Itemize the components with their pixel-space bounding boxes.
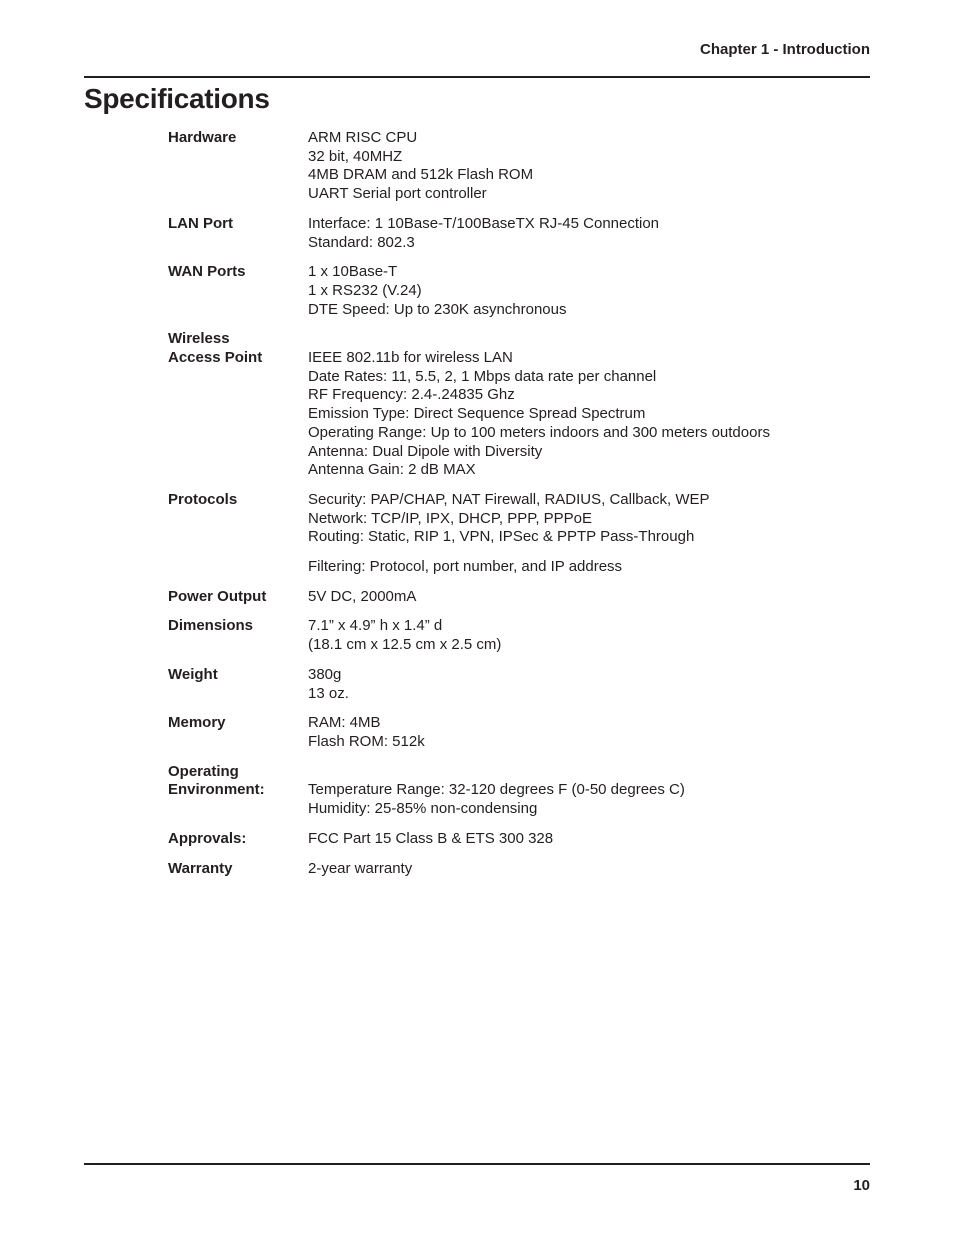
spec-label bbox=[168, 330, 308, 480]
spec-value-line: (18.1 cm x 12.5 cm x 2.5 cm) bbox=[308, 636, 502, 654]
spec-value-line: Flash ROM: 512k bbox=[308, 732, 425, 750]
spec-row bbox=[168, 830, 868, 849]
spec-value-line: Security: PAP/CHAP, NAT Firewall, RADIUS, Callback, WEP bbox=[308, 490, 710, 508]
spec-label-line: Hardware bbox=[168, 129, 237, 146]
spec-label-line: Access Point bbox=[168, 349, 263, 367]
spec-value-line: IEEE 802.11b for wireless LAN bbox=[308, 349, 513, 367]
spec-label bbox=[168, 860, 308, 879]
spec-values bbox=[308, 714, 868, 751]
spec-value-line: 1 x RS232 (V.24) bbox=[308, 281, 422, 299]
spec-label-line: Power Output bbox=[168, 587, 267, 605]
spec-row bbox=[168, 860, 868, 879]
spec-value-line: Routing: Static, RIP 1, VPN, IPSec & PPTP Pass-Through bbox=[308, 528, 695, 546]
spec-row bbox=[168, 263, 868, 319]
spec-values bbox=[308, 860, 868, 879]
spec-row bbox=[168, 617, 868, 654]
spec-value-line: 7.1” x 4.9” h x 1.4” d bbox=[308, 617, 443, 635]
spec-label bbox=[168, 714, 308, 751]
spec-label-line: LAN Port bbox=[168, 214, 233, 232]
spec-value-line bbox=[308, 763, 868, 782]
footer-rule bbox=[84, 1163, 870, 1165]
spec-row bbox=[168, 714, 868, 751]
spec-value-line: Standard: 802.3 bbox=[308, 233, 415, 251]
spec-value-line: Antenna: Dual Dipole with Diversity bbox=[308, 442, 543, 460]
spec-label bbox=[168, 763, 308, 819]
spec-value-line: ARM RISC CPU bbox=[308, 129, 418, 146]
spec-value-line: Temperature Range: 32-120 degrees F (0-50 degrees C) bbox=[308, 781, 685, 799]
header-rule bbox=[84, 76, 870, 78]
spec-value-line: Date Rates: 11, 5.5, 2, 1 Mbps data rate per channel bbox=[308, 367, 657, 385]
spec-row bbox=[168, 491, 868, 577]
spec-row bbox=[168, 588, 868, 607]
spec-values bbox=[308, 763, 868, 819]
spec-values bbox=[308, 330, 868, 480]
spec-values bbox=[308, 491, 868, 577]
spec-value-line: Operating Range: Up to 100 meters indoors and 300 meters outdoors bbox=[308, 423, 770, 441]
spec-label bbox=[168, 491, 308, 577]
spec-value-line: Humidity: 25-85% non-condensing bbox=[308, 800, 538, 818]
spec-label-line: Approvals: bbox=[168, 829, 247, 847]
spec-label-line: Operating bbox=[168, 762, 239, 780]
chapter-header: Chapter 1 - Introduction bbox=[700, 41, 870, 58]
spec-label-line: Warranty bbox=[168, 859, 233, 877]
spec-row bbox=[168, 666, 868, 703]
spec-label bbox=[168, 666, 308, 703]
spec-label-line: Wireless bbox=[168, 330, 230, 348]
spec-label bbox=[168, 830, 308, 849]
spec-label-line: Dimensions bbox=[168, 617, 254, 635]
spec-label bbox=[168, 263, 308, 319]
spec-value-line: 13 oz. bbox=[308, 684, 349, 702]
spec-label-line: Protocols bbox=[168, 490, 238, 508]
spec-row bbox=[168, 330, 868, 480]
spec-value-line: Filtering: Protocol, port number, and IP address bbox=[308, 558, 623, 576]
spec-label-line: Weight bbox=[168, 665, 218, 683]
page-title: Specifications bbox=[84, 83, 270, 114]
spec-row bbox=[168, 763, 868, 819]
spec-label bbox=[168, 215, 308, 252]
spec-row bbox=[168, 215, 868, 252]
spec-value-line: 5V DC, 2000mA bbox=[308, 587, 417, 605]
specifications-table bbox=[168, 129, 868, 889]
spec-value-line: 4MB DRAM and 512k Flash ROM bbox=[308, 166, 534, 184]
spec-label bbox=[168, 588, 308, 607]
spec-values bbox=[308, 666, 868, 703]
spec-value-line: Antenna Gain: 2 dB MAX bbox=[308, 461, 476, 479]
spec-values bbox=[308, 129, 868, 204]
spec-values bbox=[308, 263, 868, 319]
spec-value-line: Emission Type: Direct Sequence Spread Spectrum bbox=[308, 405, 646, 423]
spec-value-line: RF Frequency: 2.4-.24835 Ghz bbox=[308, 386, 515, 404]
spec-values bbox=[308, 830, 868, 849]
spec-value-line: 2-year warranty bbox=[308, 859, 413, 877]
spec-value-line: 1 x 10Base-T bbox=[308, 263, 398, 281]
spec-value-line: 32 bit, 40MHZ bbox=[308, 147, 403, 165]
spec-value-line: Interface: 1 10Base-T/100BaseTX RJ-45 Connection bbox=[308, 214, 660, 232]
spec-label bbox=[168, 617, 308, 654]
spec-values bbox=[308, 215, 868, 252]
spec-row bbox=[168, 129, 868, 204]
spec-label-line: WAN Ports bbox=[168, 263, 246, 281]
spec-value-line: 380g bbox=[308, 665, 342, 683]
spec-value-line: Network: TCP/IP, IPX, DHCP, PPP, PPPoE bbox=[308, 509, 593, 527]
spec-values bbox=[308, 617, 868, 654]
spec-label-line: Memory bbox=[168, 714, 226, 732]
spec-value-line: RAM: 4MB bbox=[308, 714, 381, 732]
spec-label bbox=[168, 129, 308, 204]
spec-values bbox=[308, 588, 868, 607]
spec-value-line: FCC Part 15 Class B & ETS 300 328 bbox=[308, 829, 554, 847]
spec-value-line: UART Serial port controller bbox=[308, 185, 487, 203]
spec-label-line: Environment: bbox=[168, 781, 265, 799]
spec-value-line: DTE Speed: Up to 230K asynchronous bbox=[308, 300, 567, 318]
page-number: 10 bbox=[853, 1177, 870, 1194]
spec-value-line bbox=[308, 330, 868, 349]
